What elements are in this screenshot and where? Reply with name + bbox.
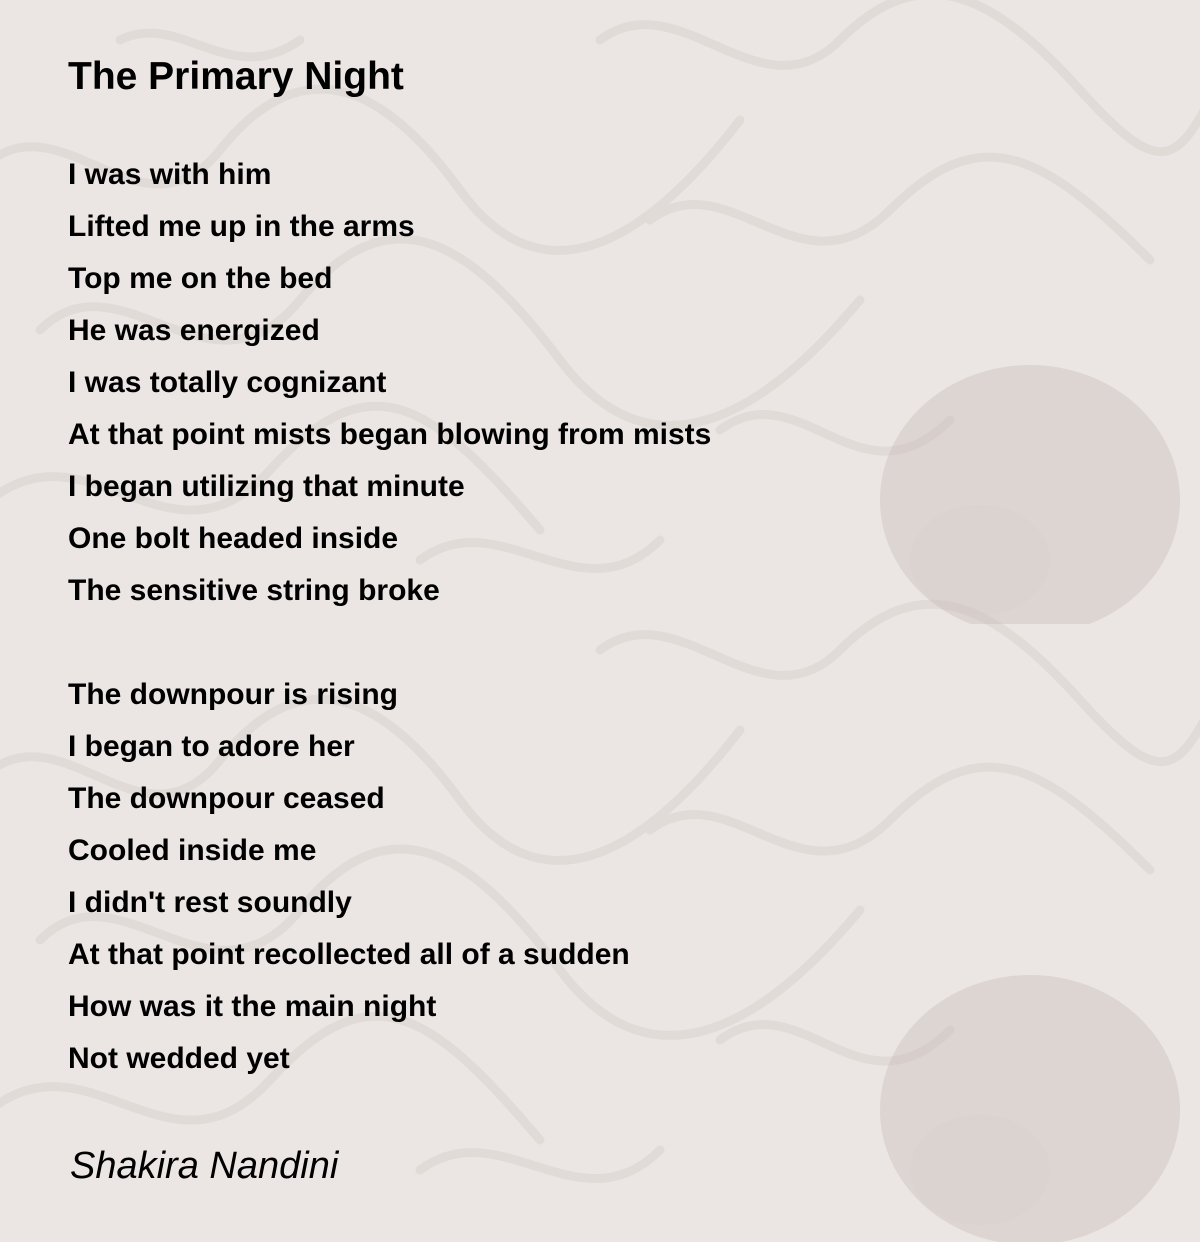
poem-line: At that point mists began blowing from mists (68, 418, 712, 451)
poem-line: The downpour ceased (68, 782, 385, 815)
poem-line: I began utilizing that minute (68, 470, 465, 503)
poem-line: Lifted me up in the arms (68, 210, 415, 243)
poem-line: One bolt headed inside (68, 522, 399, 555)
poem-author: Shakira Nandini (70, 1145, 339, 1187)
poem-stanza-2 (68, 674, 630, 1090)
poem-line: At that point recollected all of a sudden (68, 938, 630, 971)
ink-blot (910, 505, 1050, 615)
poem-line: I began to adore her (68, 730, 355, 763)
poem-line: How was it the main night (68, 990, 437, 1023)
poem-title: The Primary Night (68, 55, 404, 98)
poem-line: I was with him (68, 158, 272, 191)
poem-line: The downpour is rising (68, 678, 398, 711)
poem-line: He was energized (68, 314, 320, 347)
poem-line: The sensitive string broke (68, 574, 440, 607)
ink-blot (910, 1115, 1050, 1225)
poem-line: I was totally cognizant (68, 366, 387, 399)
poem-line: Top me on the bed (68, 262, 333, 295)
poem-stanza-1 (68, 154, 711, 622)
poem-line: Cooled inside me (68, 834, 317, 867)
poem-line: Not wedded yet (68, 1042, 290, 1075)
poem-line: I didn't rest soundly (68, 886, 352, 919)
